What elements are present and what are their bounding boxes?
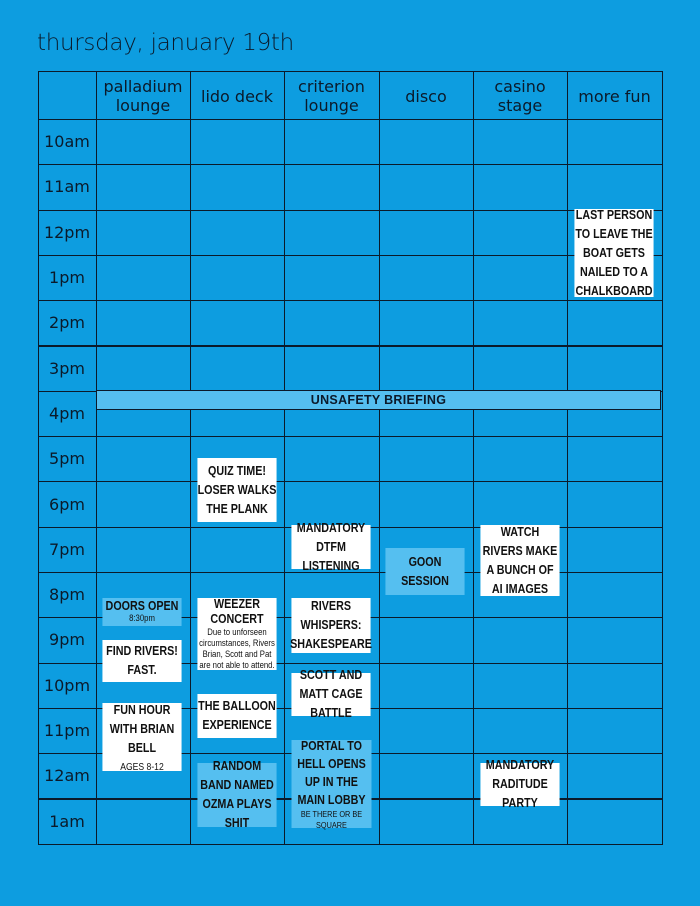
slot-cell[interactable] xyxy=(473,663,568,709)
slot-cell[interactable] xyxy=(96,436,191,482)
event-ozma[interactable] xyxy=(197,759,276,830)
slot-cell[interactable] xyxy=(284,119,380,165)
event-balloon[interactable] xyxy=(197,694,276,738)
slot-cell[interactable] xyxy=(190,346,285,392)
event-last-person[interactable] xyxy=(574,209,653,297)
event-dtfm[interactable] xyxy=(291,520,370,573)
slot-cell[interactable] xyxy=(567,164,663,210)
event-goon-session-label: GOON SESSION xyxy=(401,554,449,588)
venue-header: criterion lounge xyxy=(298,77,365,115)
event-raditude-label: MANDATORY RADITUDE PARTY xyxy=(485,758,555,810)
event-weezer-label: WEEZER CONCERT xyxy=(210,597,264,626)
time-label: 12am xyxy=(44,766,90,786)
time-label: 11pm xyxy=(43,721,91,741)
slot-cell[interactable] xyxy=(567,617,663,663)
slot-cell[interactable] xyxy=(284,346,380,392)
slot-cell[interactable] xyxy=(473,346,568,392)
event-cage-battle[interactable] xyxy=(291,668,370,720)
event-cage-battle-label: SCOTT AND MATT CAGE BATTLE xyxy=(299,668,363,720)
slot-cell[interactable] xyxy=(379,300,474,346)
event-balloon-label: THE BALLOON EXPERIENCE xyxy=(198,699,276,732)
slot-cell[interactable] xyxy=(379,255,474,301)
half-hour-divider xyxy=(96,549,662,550)
slot-cell[interactable] xyxy=(379,481,474,527)
slot-cell[interactable] xyxy=(190,255,285,301)
slot-cell[interactable] xyxy=(96,164,191,210)
event-doors-open-label: DOORS OPEN xyxy=(105,599,179,613)
half-hour-divider xyxy=(96,322,662,323)
slot-cell[interactable] xyxy=(567,663,663,709)
half-hour-divider xyxy=(96,821,662,822)
event-rivers-whispers-label: RIVERS WHISPERS: SHAKESPEARE xyxy=(290,599,372,651)
half-hour-divider xyxy=(96,503,662,504)
slot-cell[interactable] xyxy=(190,164,285,210)
slot-cell[interactable] xyxy=(567,753,663,799)
venue-header: lido deck xyxy=(201,86,273,106)
time-label: 7pm xyxy=(49,539,85,559)
time-label: 10am xyxy=(44,132,90,152)
event-find-rivers[interactable] xyxy=(102,640,181,682)
slot-cell[interactable] xyxy=(473,210,568,256)
event-dtfm-label: MANDATORY DTFM LISTENING xyxy=(296,520,366,573)
slot-cell[interactable] xyxy=(284,300,380,346)
venue-header: more fun xyxy=(578,86,651,106)
slot-cell[interactable] xyxy=(473,708,568,754)
event-unsafety-briefing[interactable]: UNSAFETY BRIEFING xyxy=(96,390,661,410)
event-goon-session[interactable] xyxy=(385,548,464,595)
page-title: thursday, january 19th xyxy=(37,30,294,56)
slot-cell[interactable] xyxy=(96,481,191,527)
half-hour-divider xyxy=(96,775,662,776)
slot-cell[interactable] xyxy=(96,255,191,301)
venue-header: casino stage xyxy=(494,77,546,115)
slot-cell[interactable] xyxy=(379,346,474,392)
time-label: 1am xyxy=(49,811,85,831)
event-weezer-note: Due to unforseen circumstances, Rivers Brian, Scott and Pat are not able to attend. xyxy=(199,627,275,670)
slot-cell[interactable] xyxy=(379,753,474,799)
slot-cell[interactable] xyxy=(567,346,663,392)
event-watch-rivers[interactable] xyxy=(480,525,559,596)
slot-cell[interactable] xyxy=(190,119,285,165)
event-raditude[interactable] xyxy=(480,758,559,810)
event-portal-to-hell[interactable] xyxy=(292,740,372,828)
event-weezer-concert[interactable] xyxy=(197,598,276,670)
slot-cell[interactable] xyxy=(379,708,474,754)
slot-cell[interactable] xyxy=(473,300,568,346)
slot-cell[interactable] xyxy=(284,164,380,210)
event-fun-hour-ages: AGES 8-12 xyxy=(120,762,164,773)
event-doors-open[interactable] xyxy=(102,598,181,626)
venue-header: disco xyxy=(405,86,447,106)
time-label: 11am xyxy=(44,177,90,197)
event-fun-hour-label: FUN HOUR WITH BRIAN BELL xyxy=(109,703,175,755)
slot-cell[interactable] xyxy=(284,210,380,256)
slot-cell[interactable] xyxy=(567,799,663,845)
slot-cell[interactable] xyxy=(473,481,568,527)
half-hour-divider xyxy=(96,458,662,459)
half-hour-divider xyxy=(96,685,662,686)
event-portal-label: PORTAL TO HELL OPENS UP IN THE MAIN LOBBY xyxy=(297,739,366,807)
half-hour-divider xyxy=(96,141,662,142)
slot-cell[interactable] xyxy=(379,164,474,210)
event-watch-rivers-label: WATCH RIVERS MAKE A BUNCH OF AI IMAGES xyxy=(482,524,558,596)
slot-cell[interactable] xyxy=(190,300,285,346)
slot-cell[interactable] xyxy=(96,119,191,165)
time-label: 6pm xyxy=(49,494,85,514)
slot-cell[interactable] xyxy=(379,617,474,663)
time-label: 3pm xyxy=(49,358,85,378)
time-label: 12pm xyxy=(43,222,91,242)
slot-cell[interactable] xyxy=(379,799,474,845)
event-portal-note: BE THERE OR BE SQUARE xyxy=(300,809,363,830)
time-label: 4pm xyxy=(49,403,85,423)
slot-cell[interactable] xyxy=(379,210,474,256)
event-doors-open-time: 8:30pm xyxy=(129,613,155,623)
slot-cell[interactable] xyxy=(567,572,663,618)
slot-cell[interactable] xyxy=(567,481,663,527)
slot-cell[interactable] xyxy=(473,164,568,210)
slot-cell[interactable] xyxy=(96,799,191,845)
slot-cell[interactable] xyxy=(96,210,191,256)
event-rivers-whispers[interactable] xyxy=(291,598,370,653)
slot-cell[interactable] xyxy=(473,617,568,663)
half-hour-divider xyxy=(96,413,662,414)
slot-cell[interactable] xyxy=(96,346,191,392)
slot-cell[interactable] xyxy=(96,300,191,346)
time-label: 10pm xyxy=(43,675,91,695)
event-find-rivers-label: FIND RIVERS! FAST. xyxy=(106,644,178,677)
time-label: 1pm xyxy=(49,268,85,288)
slot-cell[interactable] xyxy=(567,708,663,754)
time-label: 8pm xyxy=(49,585,85,605)
time-label: 2pm xyxy=(49,313,85,333)
slot-cell[interactable] xyxy=(473,255,568,301)
slot-cell[interactable] xyxy=(379,436,474,482)
slot-cell[interactable] xyxy=(379,663,474,709)
slot-cell[interactable] xyxy=(379,119,474,165)
venue-header: palladium lounge xyxy=(103,77,183,115)
time-label: 9pm xyxy=(49,630,85,650)
slot-cell[interactable] xyxy=(567,119,663,165)
slot-cell[interactable] xyxy=(96,527,191,573)
slot-cell[interactable] xyxy=(567,436,663,482)
half-hour-divider xyxy=(96,186,662,187)
slot-cell[interactable] xyxy=(473,436,568,482)
event-quiz-time[interactable] xyxy=(197,458,276,522)
slot-cell[interactable] xyxy=(284,255,380,301)
event-ozma-label: RANDOM BAND NAMED OZMA PLAYS SHIT xyxy=(200,759,274,830)
event-fun-hour[interactable] xyxy=(102,703,181,771)
slot-cell[interactable] xyxy=(190,210,285,256)
half-hour-divider xyxy=(96,368,662,369)
slot-cell[interactable] xyxy=(190,527,285,573)
event-quiz-time-label: QUIZ TIME! LOSER WALKS THE PLANK xyxy=(197,463,277,516)
slot-cell[interactable] xyxy=(567,527,663,573)
event-last-person-label: LAST PERSON TO LEAVE THE BOAT GETS NAILED TO A CHALKBOARD xyxy=(575,207,653,298)
slot-cell[interactable] xyxy=(284,436,380,482)
slot-cell[interactable] xyxy=(473,119,568,165)
slot-cell[interactable] xyxy=(567,300,663,346)
header-corner xyxy=(38,71,97,120)
half-hour-divider xyxy=(96,594,662,595)
time-label: 5pm xyxy=(49,449,85,469)
